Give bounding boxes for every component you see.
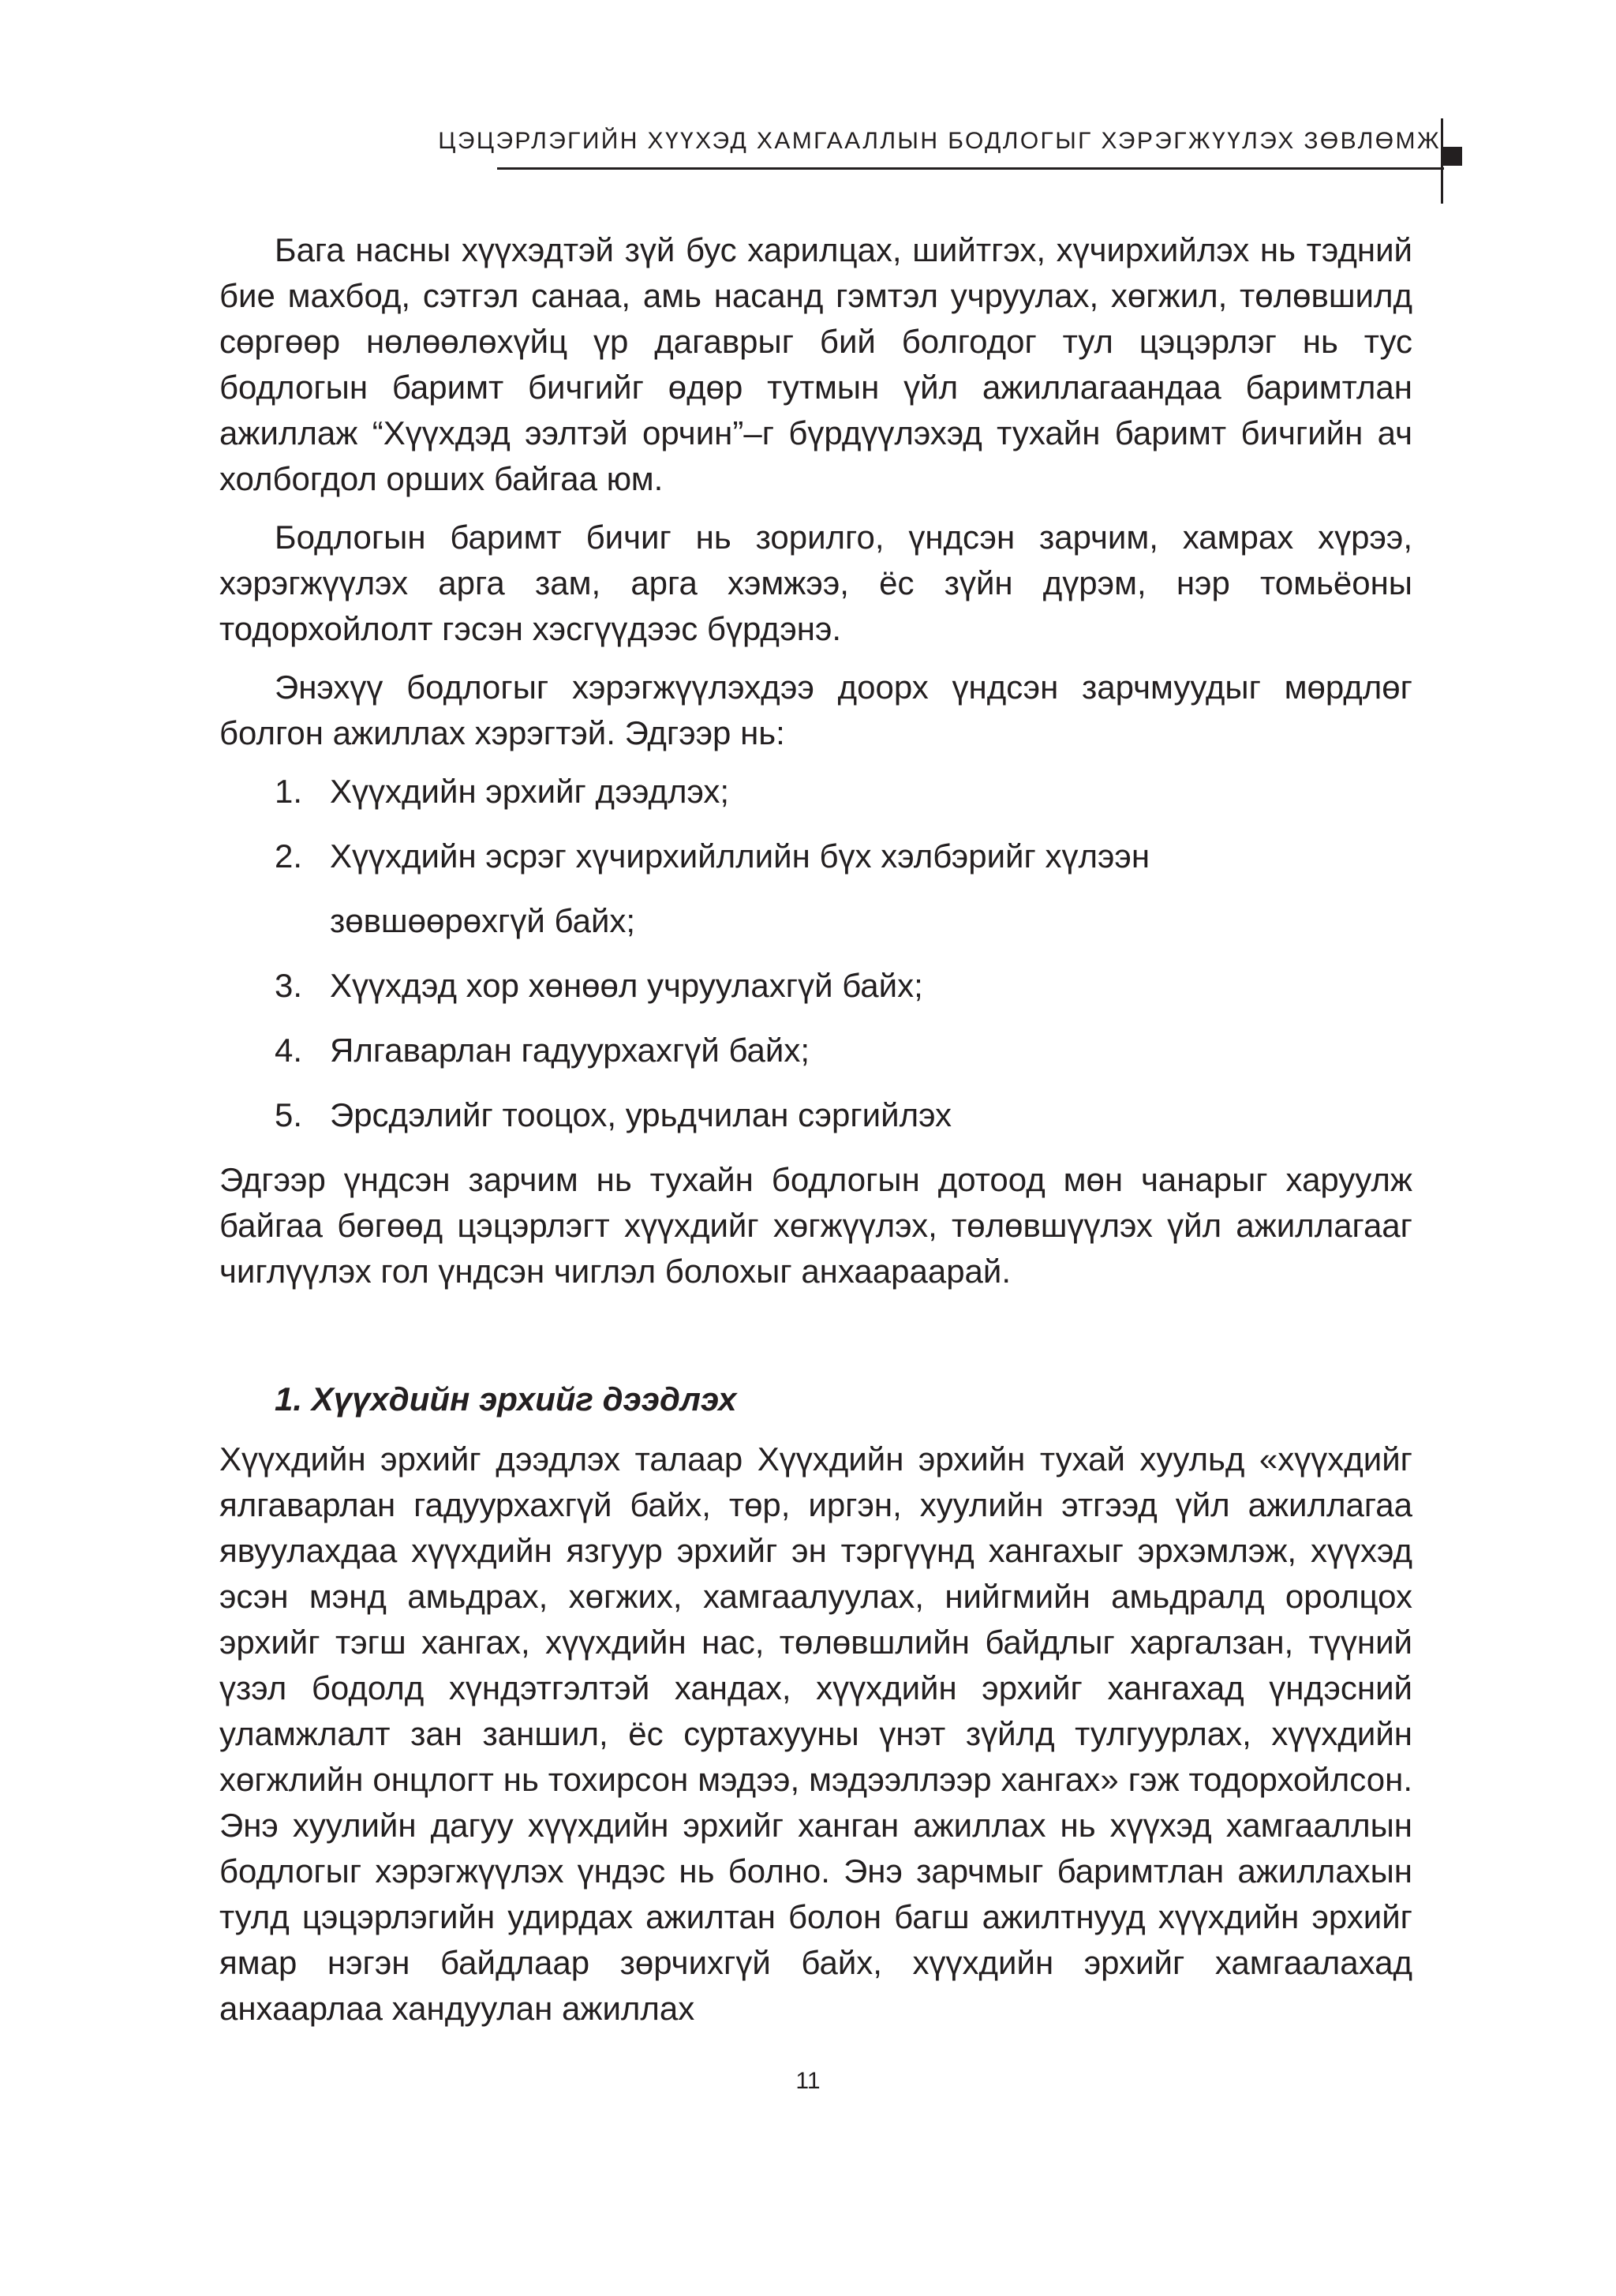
paragraph-principles-summary: Эдгээр үндсэн зарчим нь тухайн бодлогын дотоод мөн чанарыг харуулж байгаа бөгөөд цэцэрлэгт хүүхдийг хөгжүүлэх, төлөвшүүлэх үйл ажиллагааг чиглүүлэх гол үндсэн чиглэл болохыг анхаараарай. [219, 1161, 1412, 1290]
page-content [219, 227, 1412, 2032]
list-item-number: 5. [275, 1096, 303, 1133]
list-item-number: 2. [275, 837, 303, 875]
list-item [219, 833, 1412, 944]
section-heading: 1. Хүүхдийн эрхийг дээдлэх [275, 1380, 737, 1418]
list-item-number: 4. [275, 1032, 303, 1069]
list-item-text: Эрсдэлийг тооцох, урьдчилан сэргийлэх [330, 1096, 952, 1133]
paragraph-structure: Бодлогын баримт бичиг нь зорилго, үндсэн зарчим, хамрах хүрээ, хэрэгжүүлэх арга зам, арга хэмжээ, ёс зүйн дүрэм, нэр томьёоны тодорхойлолт гэсэн хэсгүүдээс бүрдэнэ. [219, 519, 1412, 647]
list-item [219, 1028, 1412, 1073]
header-square-marker [1443, 147, 1462, 166]
list-item [219, 769, 1412, 815]
paragraph-principles-intro: Энэхүү бодлогыг хэрэгжүүлэхдээ доорх үндсэн зарчмуудыг мөрдлөг болгон ажиллах хэрэгтэй. Эдгээр нь: [219, 669, 1412, 751]
list-item-text: Ялгаварлан гадуурхахгүй байх; [330, 1032, 810, 1069]
list-item-continuation: зөвшөөрөхгүй байх; [330, 902, 636, 939]
paragraph-intro: Бага насны хүүхэдтэй зүй бус харилцах, шийтгэх, хүчирхийлэх нь тэдний бие махбод, сэтгэл санаа, амь насанд гэмтэл учруулах, хөгжил, төлөвшилд сөргөөр нөлөөлөхүйц үр дагаврыг бий болгодог тул цэцэрлэг нь тус бодлогын баримт бичгийг өдөр тутмын үйл ажиллагаандаа баримтлан ажиллаж “Хүүхдэд ээлтэй орчин”–г бүрдүүлэхэд тухайн баримт бичгийн ач холбогдол орших байгаа юм. [219, 231, 1412, 497]
running-header-title: ЦЭЦЭРЛЭГИЙН ХҮҮХЭД ХАМГААЛЛЫН БОДЛОГЫГ ХЭРЭГЖҮҮЛЭХ ЗӨВЛӨМЖ [438, 128, 1441, 154]
page-number: 11 [795, 2068, 821, 2094]
list-item-number: 3. [275, 967, 303, 1004]
list-item-number: 1. [275, 773, 303, 810]
list-item-text: Хүүхдийн эрхийг дээдлэх; [330, 773, 730, 810]
list-item-text: Хүүхдийн эсрэг хүчирхийллийн бүх хэлбэрийг хүлээн [330, 837, 1150, 875]
list-item-text: Хүүхдэд хор хөнөөл учруулахгүй байх; [330, 967, 923, 1004]
list-item [219, 963, 1412, 1009]
principles-list [219, 769, 1412, 1138]
paragraph-child-rights: Хүүхдийн эрхийг дээдлэх талаар Хүүхдийн эрхийн тухай хуульд «хүүхдийг ялгаварлан гадуурхахгүй байх, төр, иргэн, хуулийн этгээд үйл ажиллагаа явуулахдаа хүүхдийн язгуур эрхийг эн тэргүүнд хангахыг эрхэмлэж, хүүхэд эсэн мэнд амьдрах, хөгжих, хамгаалуулах, нийгмийн амьдралд оролцох эрхийг тэгш хангах, хүүхдийн нас, төлөвшлийн байдлыг харгалзан, түүний үзэл бодолд хүндэтгэлтэй хандах, хүүхдийн эрхийг хангахад үндэсний уламжлалт зан заншил, ёс суртахууны үнэт зүйлд тулгуурлах, хүүхдийн хөгжлийн онцлогт нь тохирсон мэдээ, мэдээллээр хангах» гэж тодорхойлсон. Энэ хуулийн дагуу хүүхдийн эрхийг ханган ажиллах нь хүүхэд хамгааллын бодлогыг хэрэгжүүлэх үндэс нь болно. Энэ зарчмыг баримтлан ажиллахын тулд цэцэрлэгийн удирдах ажилтан болон багш ажилтнууд хүүхдийн эрхийг ямар нэгэн байдлаар зөрчихгүй байх, хүүхдийн эрхийг хамгаалахад анхаарлаа хандуулан ажиллах [219, 1440, 1412, 2027]
header-rule [497, 167, 1444, 170]
list-item [219, 1092, 1412, 1138]
